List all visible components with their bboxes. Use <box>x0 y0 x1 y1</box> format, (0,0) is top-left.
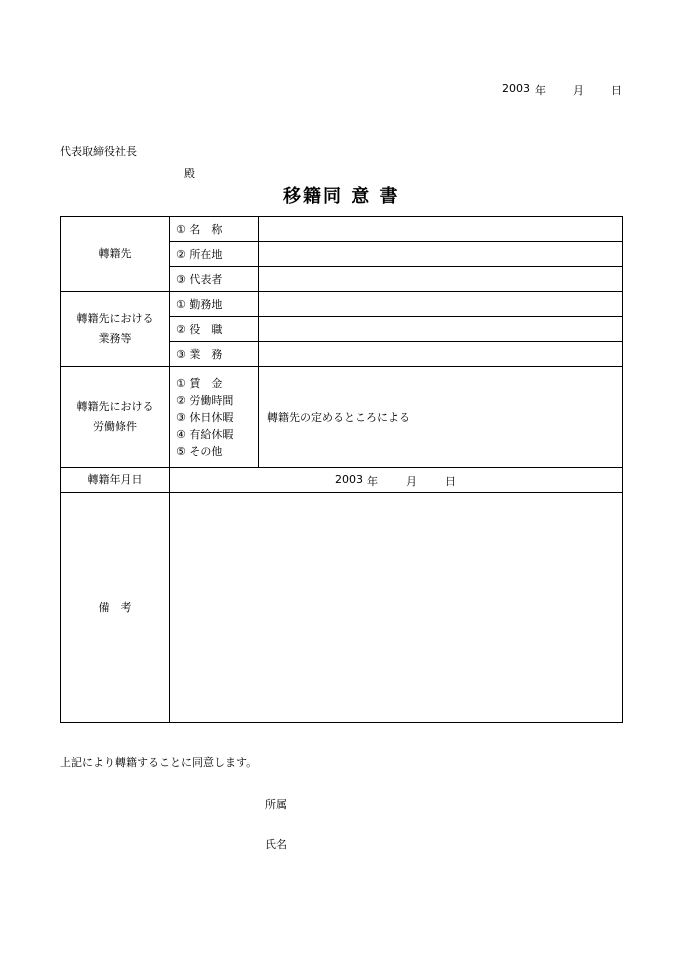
field-remarks[interactable] <box>170 493 623 723</box>
row-label-representative: ③ 代表者 <box>170 267 259 292</box>
list-item: ② 労働時間 <box>176 393 234 407</box>
section-header-duties <box>61 292 170 367</box>
section-header-conditions <box>61 367 170 468</box>
date-year-unit: 年 <box>535 84 546 97</box>
table-row <box>61 493 623 723</box>
section-header-line: 轉籍先における <box>76 400 154 413</box>
section-header-transfer-dest: 轉籍先 <box>61 217 170 292</box>
transfer-date-label: 轉籍年月日 <box>61 468 170 493</box>
field-transfer-date[interactable] <box>170 468 623 493</box>
field-duties[interactable] <box>259 342 623 367</box>
row-label-address: ② 所在地 <box>170 242 259 267</box>
table-row <box>61 217 623 242</box>
row-label-workplace: ① 勤務地 <box>170 292 259 317</box>
consent-statement: 上記により轉籍することに同意します。 <box>60 756 258 769</box>
list-item: ③ 休日休暇 <box>176 410 234 424</box>
table-row <box>61 468 623 493</box>
section-header-line: 業務等 <box>98 332 132 345</box>
table-row <box>61 367 623 468</box>
consent-form-table <box>60 216 623 723</box>
section-header-line: 労働條件 <box>93 420 137 433</box>
field-representative[interactable] <box>259 267 623 292</box>
field-workplace[interactable] <box>259 292 623 317</box>
transfer-date-year: 2003 <box>335 473 363 486</box>
name-label: 氏名 <box>265 838 287 851</box>
transfer-date-day-unit: 日 <box>445 475 456 488</box>
addressee-title: 代表取締役社長 <box>60 145 137 158</box>
row-label-position: ② 役 職 <box>170 317 259 342</box>
date-day-unit: 日 <box>611 84 622 97</box>
field-position[interactable] <box>259 317 623 342</box>
list-item: ⑤ その他 <box>176 444 223 458</box>
document-title: 移籍同 意 書 <box>283 186 400 207</box>
list-item: ④ 有給休暇 <box>176 427 234 441</box>
field-working-conditions[interactable]: 轉籍先の定めるところによる <box>259 367 623 468</box>
field-address[interactable] <box>259 242 623 267</box>
row-label-duties: ③ 業 務 <box>170 342 259 367</box>
document-date <box>0 82 680 96</box>
section-header-line: 轉籍先における <box>76 312 154 325</box>
date-month-unit: 月 <box>573 84 584 97</box>
conditions-list <box>170 367 259 468</box>
remarks-label: 備 考 <box>61 493 170 723</box>
table-row <box>61 292 623 317</box>
affiliation-label: 所属 <box>265 798 287 811</box>
list-item: ① 賃 金 <box>176 376 223 390</box>
transfer-date-month-unit: 月 <box>406 475 417 488</box>
addressee-honorific: 殿 <box>184 167 195 180</box>
date-year: 2003 <box>502 82 530 95</box>
transfer-date-year-unit: 年 <box>367 475 378 488</box>
field-company-name[interactable] <box>259 217 623 242</box>
row-label-name: ① 名 称 <box>170 217 259 242</box>
